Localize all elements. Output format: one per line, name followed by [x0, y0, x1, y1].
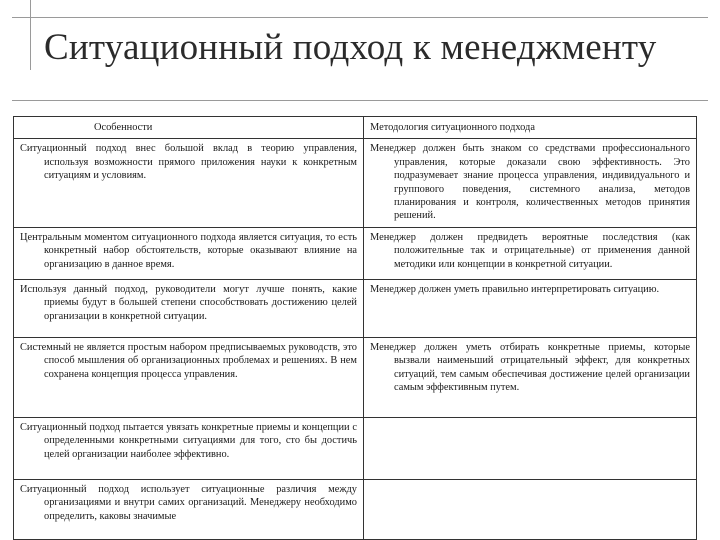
cell-text: Менеджер должен уметь отбирать конкретные приемы, которые вызвали наименьший отрицательный эффект, для конкретных ситуаций, тем самым обеспечивая достижение целей организации самым эффективным путем.: [370, 341, 690, 394]
column-header-features: Особенности: [14, 117, 364, 139]
slide-title: Ситуационный подход к менеджменту: [44, 27, 657, 68]
table-cell-methodology: [364, 279, 697, 337]
table-cell-feature: [14, 279, 364, 337]
decorative-top-rule: [12, 17, 708, 18]
table-row: [14, 279, 697, 337]
cell-text: Менеджер должен уметь правильно интерпретировать ситуацию.: [370, 283, 660, 295]
column-header-methodology: Методология ситуационного подхода: [364, 117, 697, 139]
table-row: [14, 479, 697, 539]
cell-text: Ситуационный подход использует ситуационные различия между организациями и внутри самих организаций. Менеджеру необходимо определить, каковы значимые: [20, 483, 357, 522]
table-header-row: [14, 117, 697, 139]
table-row: [14, 417, 697, 479]
table-row: [14, 139, 697, 227]
cell-text: Менеджер должен предвидеть вероятные последствия (как положительные так и отрицательные) от применения данной методики или концепции в конкретной ситуации.: [370, 231, 690, 270]
table-cell-feature: [14, 139, 364, 227]
decorative-vertical-rule: [30, 0, 31, 70]
table-cell-feature: [14, 227, 364, 279]
cell-text: Центральным моментом ситуационного подхода является ситуация, то есть конкретный набор обстоятельств, которые оказывают влияние на организацию в данное время.: [20, 231, 357, 270]
table-cell-feature: [14, 479, 364, 539]
cell-text: Системный не является простым набором предписываемых руководств, это способ мышления об организационных проблемах и решениях. В нем сохранена концепция процесса управления.: [20, 341, 357, 380]
decorative-title-underline: [12, 100, 708, 101]
table-row: [14, 227, 697, 279]
table-row: [14, 337, 697, 417]
table-cell-methodology: [364, 227, 697, 279]
table-cell-methodology: [364, 337, 697, 417]
cell-text: Ситуационный подход внес большой вклад в теорию управления, используя возможности прямого приложения науки к конкретным ситуациям и условиям.: [20, 143, 357, 182]
cell-text: Менеджер должен быть знаком со средствами профессионального управления, которые доказали свою эффективность. Это подразумевает знание процесса управления, индивидуального и группового поведения, системного анализа, методов планирования и контроля, количественных методов принятия решений.: [370, 143, 690, 222]
cell-text: Ситуационный подход пытается увязать конкретные приемы и концепции с определенными конкретными ситуациями для того, сто бы достичь целей организации наиболее эффективно.: [20, 421, 357, 460]
table-cell-empty: [364, 417, 697, 479]
table-cell-feature: [14, 417, 364, 479]
table-cell-feature: [14, 337, 364, 417]
cell-text: Используя данный подход, руководители могут лучше понять, какие приемы будут в большей степени способствовать достижению целей организации в конкретной ситуации.: [20, 283, 357, 322]
table-cell-empty: [364, 479, 697, 539]
comparison-table: [13, 116, 697, 540]
table-cell-methodology: [364, 139, 697, 227]
